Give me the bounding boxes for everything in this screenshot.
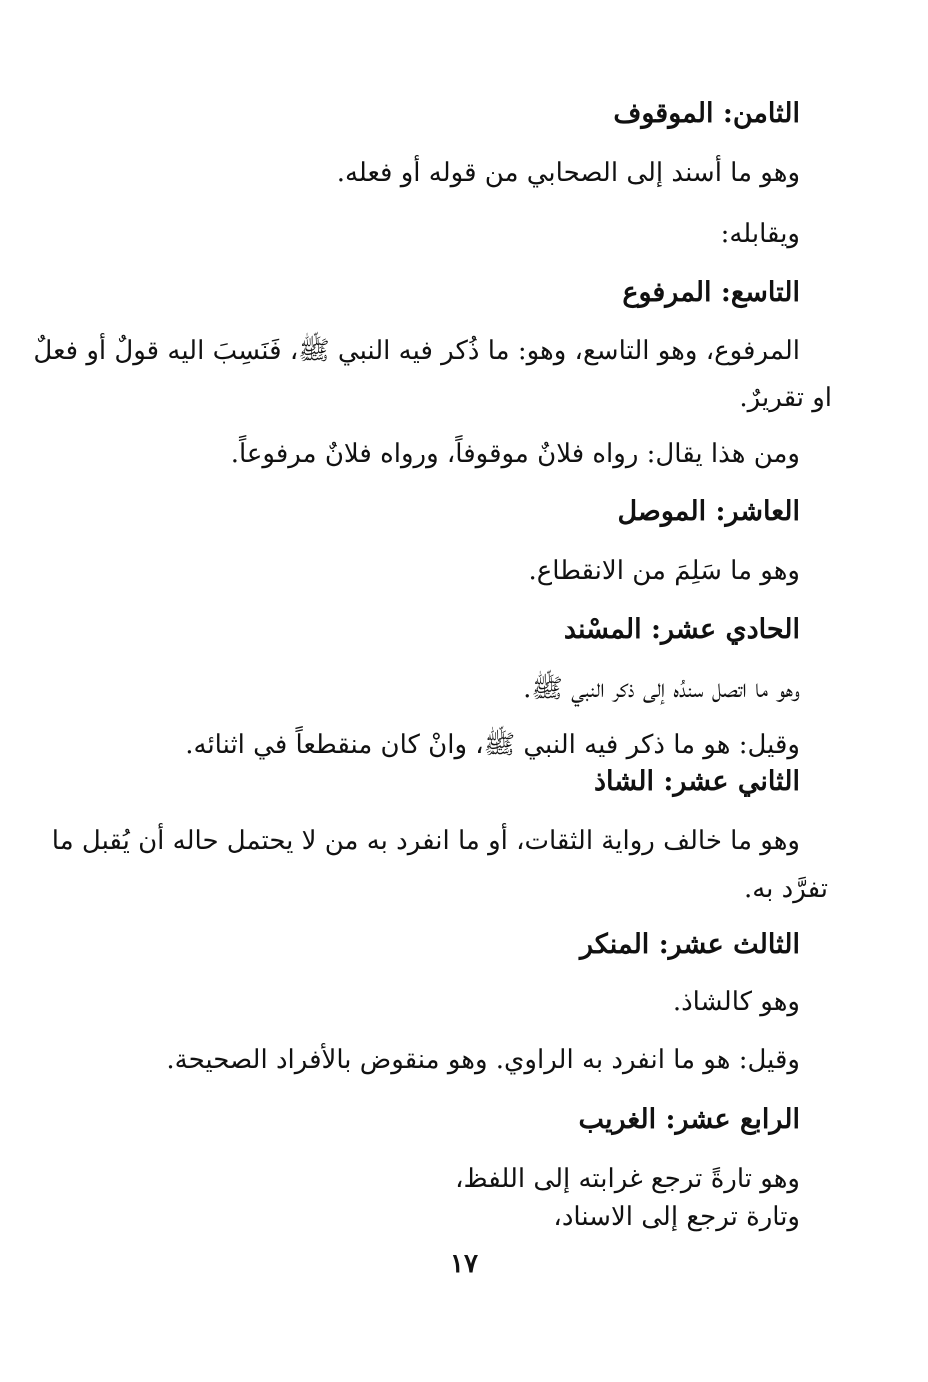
text-line: وقيل: هو ما ذكر فيه النبي ﷺ، وانْ كان منقطعاً في اثنائه. <box>185 730 800 760</box>
text-line: وهو ما اتصل سندُه إلى ذكر النبي ﷺ. <box>523 674 800 704</box>
page-number: ١٧ <box>450 1249 478 1279</box>
text-line: وهو ما سَلِمَ من الانقطاع. <box>528 556 800 586</box>
text-line: تفرَّد به. <box>743 874 828 904</box>
text-line: وقيل: هو ما انفرد به الراوي. وهو منقوض بالأفراد الصحيحة. <box>166 1045 800 1075</box>
heading-mawsul: العاشر: الموصل <box>617 496 800 527</box>
text-line: ومن هذا يقال: رواه فلانٌ موقوفاً، ورواه فلانٌ مرفوعاً. <box>230 439 800 469</box>
text-line: وهو كالشاذ. <box>672 987 800 1017</box>
heading-munkar: الثالث عشر: المنكر <box>580 929 800 960</box>
heading-gharib: الرابع عشر: الغريب <box>578 1104 800 1135</box>
text-line: ويقابله: <box>720 219 800 249</box>
heading-musnad: الحادي عشر: المسْند <box>563 614 800 645</box>
text-line: وهو ما خالف رواية الثقات، أو ما انفرد به من لا يحتمل حاله أن يُقبل ما <box>51 826 800 856</box>
text-line: وهو ما أسند إلى الصحابي من قوله أو فعله. <box>336 158 800 188</box>
heading-marfu: التاسع: المرفوع <box>622 277 800 308</box>
text-line: وهو تارةً ترجع غرابته إلى اللفظ، <box>455 1164 800 1194</box>
text-line: او تقريرٌ. <box>739 383 832 413</box>
text-line: المرفوع، وهو التاسع، وهو: ما ذُكر فيه النبي ﷺ، فَنَسِبَ اليه قولٌ أو فعلٌ <box>33 336 800 366</box>
heading-shadh: الثاني عشر: الشاذ <box>593 766 800 797</box>
heading-mawquf: الثامن: الموقوف <box>613 98 800 129</box>
text-line: وتارة ترجع إلى الاسناد، <box>553 1202 800 1232</box>
